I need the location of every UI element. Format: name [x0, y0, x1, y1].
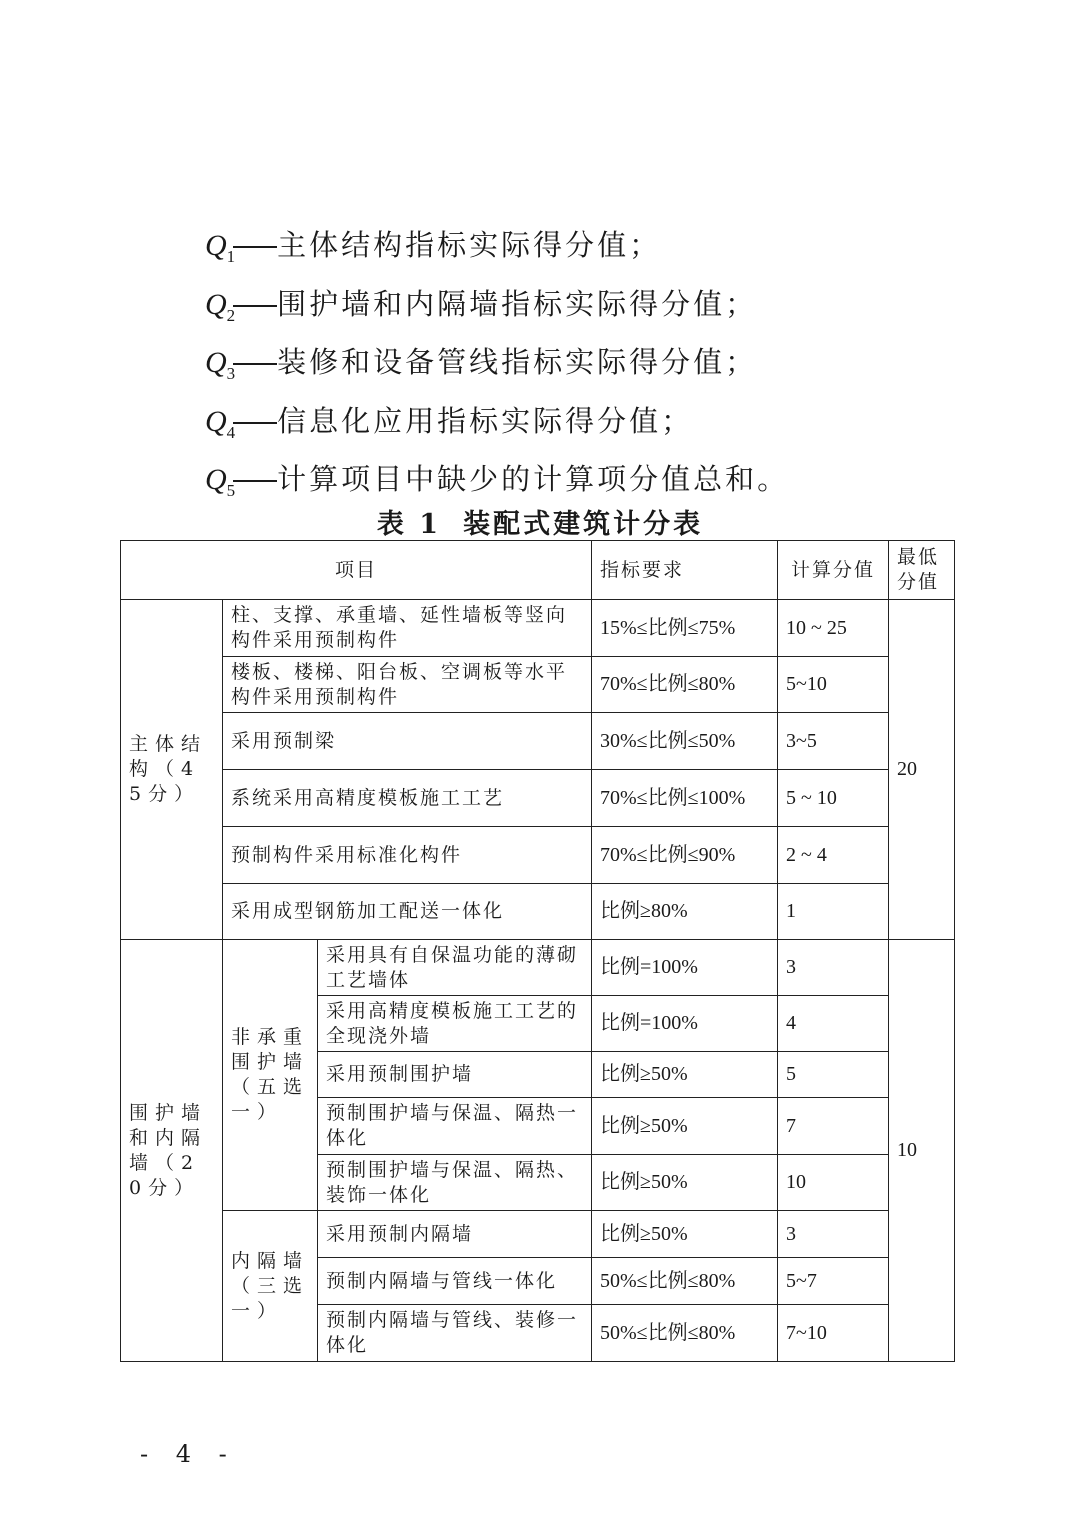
definition-text: 装修和设备管线指标实际得分值；: [277, 345, 758, 379]
table-row: [121, 657, 955, 713]
item-cell: 采用预制围护墙: [318, 1052, 592, 1098]
item-cell: 预制内隔墙与管线一体化: [318, 1258, 592, 1305]
item-cell: 预制围护墙与保温、隔热、装饰一体化: [318, 1155, 592, 1211]
symbol: $Q_5$: [205, 463, 236, 500]
definition-text: 主体结构指标实际得分值；: [277, 228, 662, 262]
item-cell: 采用预制内隔墙: [318, 1211, 592, 1258]
symbol-definitions: [205, 222, 789, 515]
header-min: 最低分值: [889, 541, 955, 600]
table-row: [121, 600, 955, 657]
requirement-cell: 50%≤比例≤80%: [592, 1258, 778, 1305]
header-requirement: 指标要求: [592, 541, 778, 600]
table-row: [121, 770, 955, 827]
em-dash: [233, 480, 277, 482]
item-cell: 柱、支撑、承重墙、延性墙板等竖向构件采用预制构件: [223, 600, 592, 657]
table-row: [121, 827, 955, 884]
requirement-cell: 比例=100%: [592, 940, 778, 996]
definition-q1: [205, 222, 789, 281]
group-main-structure: 主体结构（45分）: [121, 600, 223, 940]
em-dash: [233, 246, 277, 248]
table-caption: [0, 502, 1080, 541]
item-cell: 采用成型钢筋加工配送一体化: [223, 884, 592, 940]
requirement-cell: 30%≤比例≤50%: [592, 713, 778, 770]
table-row: [121, 940, 955, 996]
item-cell: 系统采用高精度模板施工工艺: [223, 770, 592, 827]
min-value-main-structure: 20: [889, 600, 955, 940]
requirement-cell: 比例≥50%: [592, 1211, 778, 1258]
table-title: 装配式建筑计分表: [463, 509, 704, 540]
score-cell: 5~7: [778, 1258, 889, 1305]
table-row: [121, 713, 955, 770]
score-cell: 5 ~ 10: [778, 770, 889, 827]
symbol: $Q_4$: [205, 404, 236, 442]
requirement-cell: 70%≤比例≤100%: [592, 770, 778, 827]
em-dash: [233, 422, 277, 424]
requirement-cell: 比例≥50%: [592, 1098, 778, 1155]
definition-q4: [205, 398, 789, 457]
header-score: 计算分值: [778, 541, 889, 600]
requirement-cell: 50%≤比例≤80%: [592, 1305, 778, 1362]
symbol: $Q_3$: [205, 346, 236, 383]
symbol: $Q_1$: [205, 229, 236, 266]
min-value-enclosure: 10: [889, 940, 955, 1362]
table-row: [121, 884, 955, 940]
score-cell: 3: [778, 1211, 889, 1258]
definition-text: 围护墙和内隔墙指标实际得分值；: [277, 286, 758, 321]
score-cell: 1: [778, 884, 889, 940]
subgroup-non-bearing: 非承重围护墙（五选一）: [223, 940, 318, 1211]
definition-q3: [205, 339, 789, 398]
requirement-cell: 比例≥50%: [592, 1155, 778, 1211]
score-cell: 2 ~ 4: [778, 827, 889, 884]
item-cell: 预制围护墙与保温、隔热一体化: [318, 1098, 592, 1155]
item-cell: 预制内隔墙与管线、装修一体化: [318, 1305, 592, 1362]
item-cell: 采用具有自保温功能的薄砌工艺墙体: [318, 940, 592, 996]
score-cell: 5: [778, 1052, 889, 1098]
definition-q2: [205, 281, 789, 340]
requirement-cell: 70%≤比例≤80%: [592, 657, 778, 713]
subgroup-partition: 内隔墙（三选一）: [223, 1211, 318, 1362]
header-row: [121, 541, 955, 600]
requirement-cell: 比例≥50%: [592, 1052, 778, 1098]
score-cell: 10 ~ 25: [778, 600, 889, 657]
header-item: 项目: [121, 541, 592, 600]
page-number: - 4 -: [140, 1440, 237, 1468]
score-cell: 3~5: [778, 713, 889, 770]
group-enclosure: 围护墙和内隔墙（20分）: [121, 940, 223, 1362]
score-cell: 7~10: [778, 1305, 889, 1362]
requirement-cell: 15%≤比例≤75%: [592, 600, 778, 657]
score-cell: 5~10: [778, 657, 889, 713]
score-cell: 4: [778, 996, 889, 1052]
em-dash: [233, 363, 277, 365]
score-cell: 3: [778, 940, 889, 996]
requirement-cell: 比例=100%: [592, 996, 778, 1052]
definition-text: 计算项目中缺少的计算项分值总和。: [277, 462, 790, 496]
score-table: [120, 540, 955, 1362]
score-cell: 7: [778, 1098, 889, 1155]
table-number: 表 1: [376, 509, 442, 540]
score-cell: 10: [778, 1155, 889, 1211]
symbol: $Q_2$: [205, 287, 236, 325]
table-row: [121, 1211, 955, 1258]
em-dash: [233, 305, 277, 307]
item-cell: 楼板、楼梯、阳台板、空调板等水平构件采用预制构件: [223, 657, 592, 713]
item-cell: 采用预制梁: [223, 713, 592, 770]
item-cell: 预制构件采用标准化构件: [223, 827, 592, 884]
item-cell: 采用高精度模板施工工艺的全现浇外墙: [318, 996, 592, 1052]
requirement-cell: 比例≥80%: [592, 884, 778, 940]
definition-text: 信息化应用指标实际得分值；: [277, 403, 694, 438]
requirement-cell: 70%≤比例≤90%: [592, 827, 778, 884]
